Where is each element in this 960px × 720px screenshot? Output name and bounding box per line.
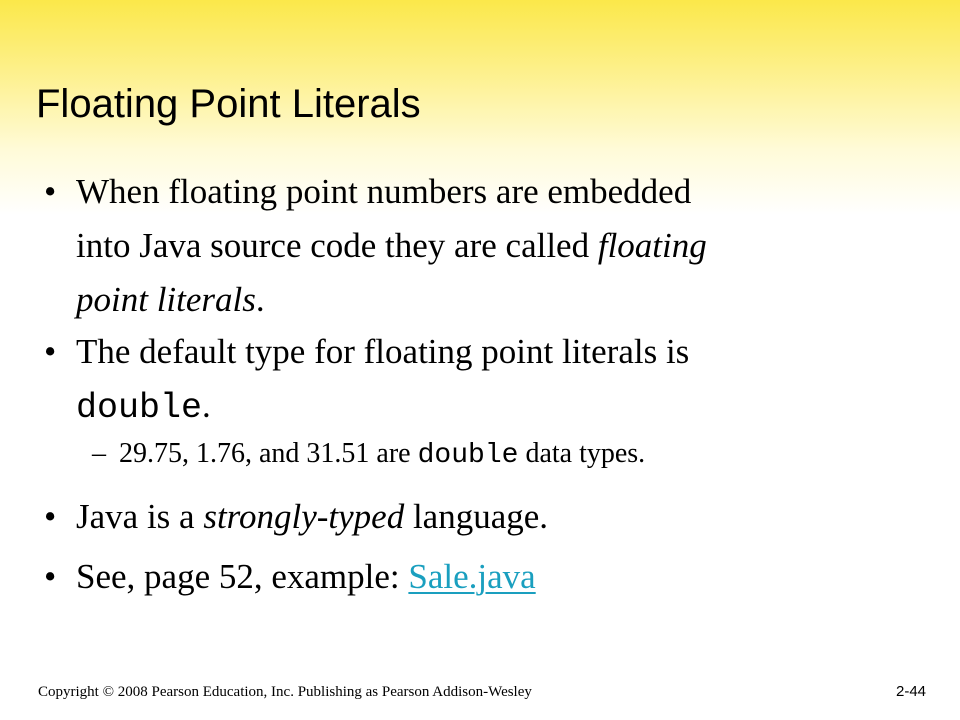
emphasis-text: floating: [597, 226, 707, 265]
bullet-strongly-typed: [44, 490, 864, 544]
sub-bullet-double-examples: [92, 434, 892, 476]
bullet-embedded-literals: [44, 165, 864, 327]
slide-title: Floating Point Literals: [36, 82, 421, 126]
code-keyword: double: [417, 440, 519, 471]
bullet-line: See, page 52, example:: [76, 557, 409, 596]
bullet-see-example: [44, 550, 864, 604]
bullet-line: into Java source code they are called: [76, 226, 598, 265]
emphasis-text: strongly-typed: [203, 497, 405, 536]
bullet-text: [76, 325, 864, 435]
code-keyword: double: [76, 388, 203, 428]
bullet-line: .: [255, 280, 265, 319]
bullet-marker: •: [44, 557, 57, 596]
page-number: 2-44: [896, 683, 927, 700]
bullet-line: The default type for floating point literals is: [76, 332, 690, 371]
sub-bullet-line: data types.: [518, 438, 646, 469]
sub-bullet-text: [119, 434, 892, 476]
copyright-footer: Copyright © 2008 Pearson Education, Inc. Publishing as Pearson Addison-Wesley: [38, 684, 532, 700]
bullet-text: [76, 165, 864, 327]
bullet-marker: •: [44, 497, 57, 536]
bullet-marker: •: [44, 172, 57, 211]
sub-bullet-line: 29.75, 1.76, and 31.51 are: [119, 438, 418, 469]
bullet-text: [76, 550, 864, 604]
sale-java-link[interactable]: Sale.java: [408, 557, 536, 596]
bullet-text: [76, 490, 864, 544]
bullet-line: language.: [404, 497, 549, 536]
bullet-line: When floating point numbers are embedded: [76, 172, 692, 211]
bullet-line: Java is a: [76, 497, 204, 536]
bullet-line: .: [202, 386, 211, 425]
bullet-marker: •: [44, 332, 57, 371]
emphasis-text: point literals: [76, 280, 256, 319]
sub-bullet-marker: –: [92, 438, 106, 469]
bullet-default-type: [44, 325, 864, 435]
